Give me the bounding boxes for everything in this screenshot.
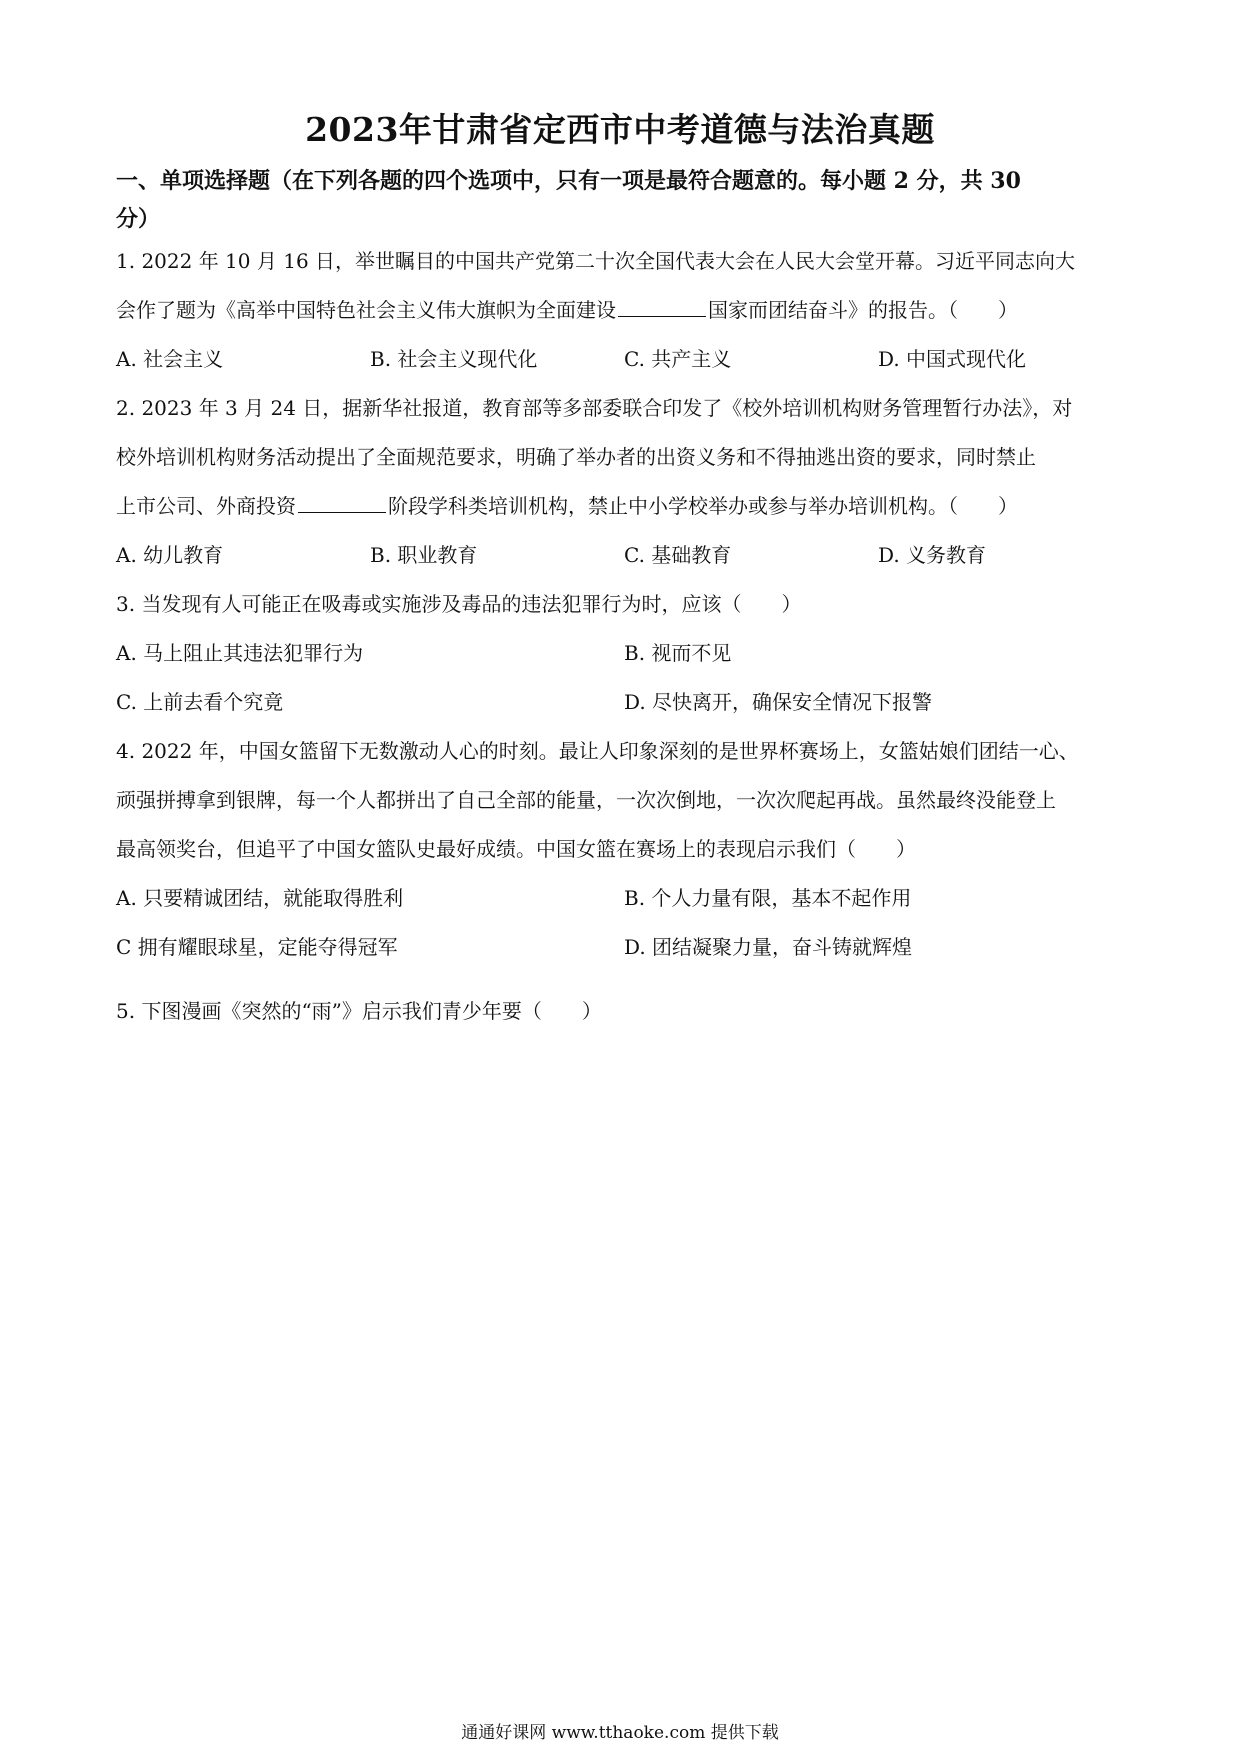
q2-option-a: A. 幼儿教育 [116,543,224,567]
section-heading [116,162,1136,238]
q4-option-b: B. 个人力量有限，基本不起作用 [624,886,912,910]
q1-stem-line-1: 1. 2022 年 10 月 16 日，举世瞩目的中国共产党第二十次全国代表大会在人民大会堂开幕。习近平同志向大 [116,249,1076,273]
q3-option-b: B. 视而不见 [624,641,732,665]
q1-option-c: C. 共产主义 [624,347,732,371]
page-footer: 通通好课网 www.tthaoke.com 提供下载 [461,1723,779,1743]
q3-option-a: A. 马上阻止其违法犯罪行为 [116,641,364,665]
q2-option-b: B. 职业教育 [370,543,478,567]
q5-stem-line-1: 5. 下图漫画《突然的“雨”》启示我们青少年要（ ） [116,999,602,1023]
q3-option-d: D. 尽快离开，确保安全情况下报警 [624,690,933,714]
q2-stem-line-3b: 阶段学科类培训机构，禁止中小学校举办或参与举办培训机构。（ ） [388,494,1018,518]
page-title: 2023年甘肃省定西市中考道德与法治真题 [305,110,935,149]
q4-option-d: D. 团结凝聚力量，奋斗铸就辉煌 [624,935,913,959]
q2-option-c: C. 基础教育 [624,543,732,567]
section-heading-line-2: 分） [116,206,161,232]
q3-stem-line-1: 3. 当发现有人可能正在吸毒或实施涉及毒品的违法犯罪行为时，应该（ ） [116,592,802,616]
q1-option-b: B. 社会主义现代化 [370,347,538,371]
q2-answer-blank [298,492,386,513]
q2-stem-line-2: 校外培训机构财务活动提出了全面规范要求，明确了举办者的出资义务和不得抽逃出资的要求，同时禁止 [116,445,1036,469]
q1-stem-line-2 [116,295,1136,325]
q2-stem-line-3 [116,491,1136,521]
q2-option-d: D. 义务教育 [878,543,987,567]
q2-stem-line-3a: 上市公司、外商投资 [116,494,296,518]
q4-stem-line-1: 4. 2022 年，中国女篮留下无数激动人心的时刻。最让人印象深刻的是世界杯赛场上，女篮姑娘们团结一心、 [116,739,1079,763]
q1-answer-blank [618,296,706,317]
q1-option-d: D. 中国式现代化 [878,347,1027,371]
section-heading-line-1: 一、单项选择题（在下列各题的四个选项中，只有一项是最符合题意的。每小题 2 分，共 30 [116,168,1021,194]
q3-option-c: C. 上前去看个究竟 [116,690,284,714]
q4-option-c: C 拥有耀眼球星，定能夺得冠军 [116,935,398,959]
q4-option-a: A. 只要精诚团结，就能取得胜利 [116,886,404,910]
q1-stem-line-2b: 国家而团结奋斗》的报告。（ ） [708,298,1018,322]
q1-option-a: A. 社会主义 [116,347,224,371]
q1-stem-line-2a: 会作了题为《高举中国特色社会主义伟大旗帜为全面建设 [116,298,616,322]
q4-stem-line-2: 顽强拼搏拿到银牌，每一个人都拼出了自己全部的能量，一次次倒地，一次次爬起再战。虽然最终没能登上 [116,788,1056,812]
q2-stem-line-1: 2. 2023 年 3 月 24 日，据新华社报道，教育部等多部委联合印发了《校外培训机构财务管理暂行办法》，对 [116,396,1073,420]
q4-stem-line-3: 最高领奖台，但追平了中国女篮队史最好成绩。中国女篮在赛场上的表现启示我们（ ） [116,837,916,861]
